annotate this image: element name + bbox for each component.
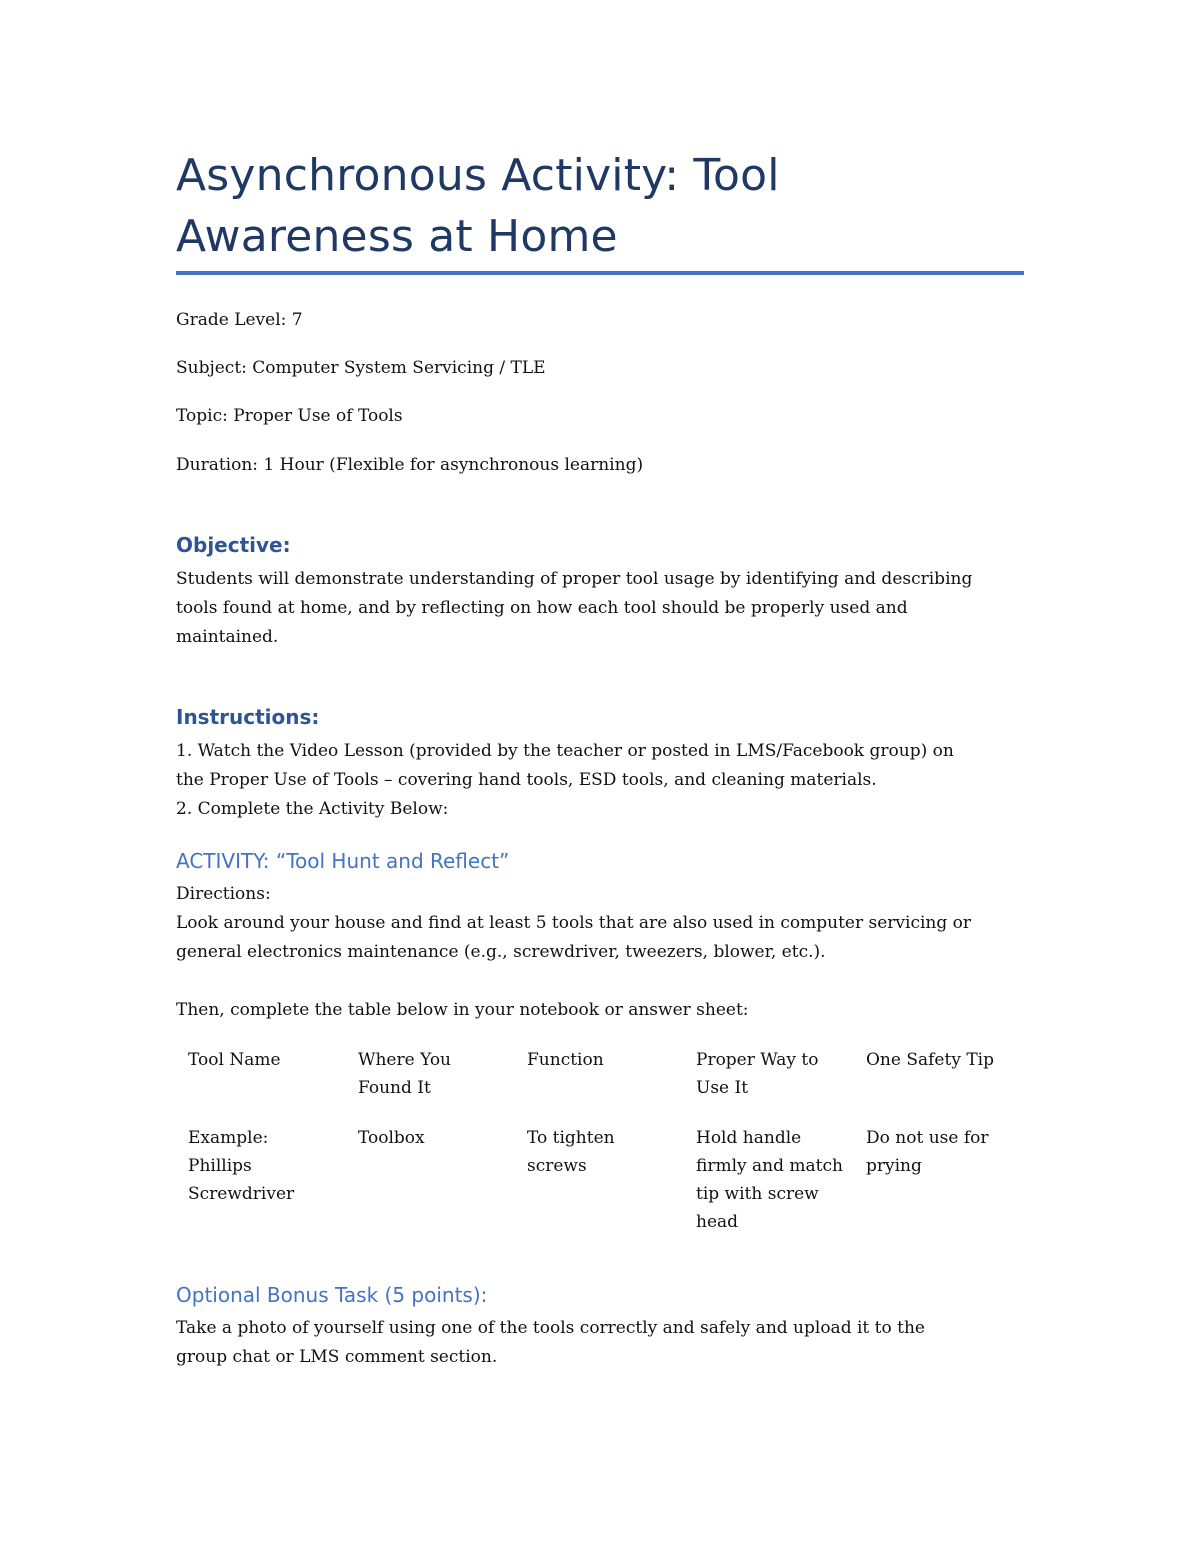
header-tool-name: Tool Name [188, 1050, 281, 1070]
topic: Topic: Proper Use of Tools [176, 406, 403, 426]
table-header-row [176, 1046, 1024, 1124]
subject: Subject: Computer System Servicing / TLE [176, 358, 546, 378]
objective-line: maintained. [176, 627, 279, 647]
bonus-text [176, 1314, 1024, 1372]
cell-safety-tip: Do not use for prying [866, 1128, 989, 1176]
header-safety-tip: One Safety Tip [866, 1050, 994, 1070]
directions-label: Directions: [176, 884, 271, 904]
cell-tool-name: Example: Phillips Screwdriver [188, 1128, 295, 1204]
title-underline [176, 271, 1024, 275]
table-intro [176, 996, 1024, 1025]
instructions-text [176, 737, 1024, 824]
objective-text [176, 565, 1024, 652]
objective-heading: Objective: [176, 533, 291, 557]
bonus-line: group chat or LMS comment section. [176, 1347, 498, 1367]
table-row [176, 1124, 1024, 1258]
instruction-line: the Proper Use of Tools – covering hand tools, ESD tools, and cleaning materials. [176, 770, 877, 790]
directions-line: general electronics maintenance (e.g., screwdriver, tweezers, blower, etc.). [176, 942, 826, 962]
bonus-heading: Optional Bonus Task (5 points): [176, 1283, 488, 1307]
header-proper-way: Proper Way to Use It [696, 1050, 819, 1098]
cell-function: To tighten screws [527, 1128, 615, 1176]
header-function: Function [527, 1050, 604, 1070]
directions-line: Look around your house and find at least 5 tools that are also used in computer servicing or [176, 913, 972, 933]
table-intro-text: Then, complete the table below in your notebook or answer sheet: [176, 1000, 749, 1020]
tool-table [176, 1046, 1024, 1258]
instruction-line: 2. Complete the Activity Below: [176, 799, 449, 819]
duration: Duration: 1 Hour (Flexible for asynchronous learning) [176, 455, 644, 475]
activity-directions [176, 880, 1024, 967]
objective-line: Students will demonstrate understanding of proper tool usage by identifying and describing [176, 569, 973, 589]
instruction-line: 1. Watch the Video Lesson (provided by the teacher or posted in LMS/Facebook group) on [176, 741, 954, 761]
header-where-found: Where You Found It [358, 1050, 452, 1098]
activity-heading: ACTIVITY: “Tool Hunt and Reflect” [176, 849, 510, 873]
cell-proper-way: Hold handle firmly and match tip with screw head [696, 1128, 843, 1232]
page-title: Asynchronous Activity: Tool Awareness at Home [176, 150, 780, 262]
instructions-heading: Instructions: [176, 705, 320, 729]
objective-line: tools found at home, and by reflecting on how each tool should be properly used and [176, 598, 908, 618]
grade-level: Grade Level: 7 [176, 310, 303, 330]
bonus-line: Take a photo of yourself using one of the tools correctly and safely and upload it to the [176, 1318, 925, 1338]
cell-where-found: Toolbox [358, 1128, 425, 1148]
